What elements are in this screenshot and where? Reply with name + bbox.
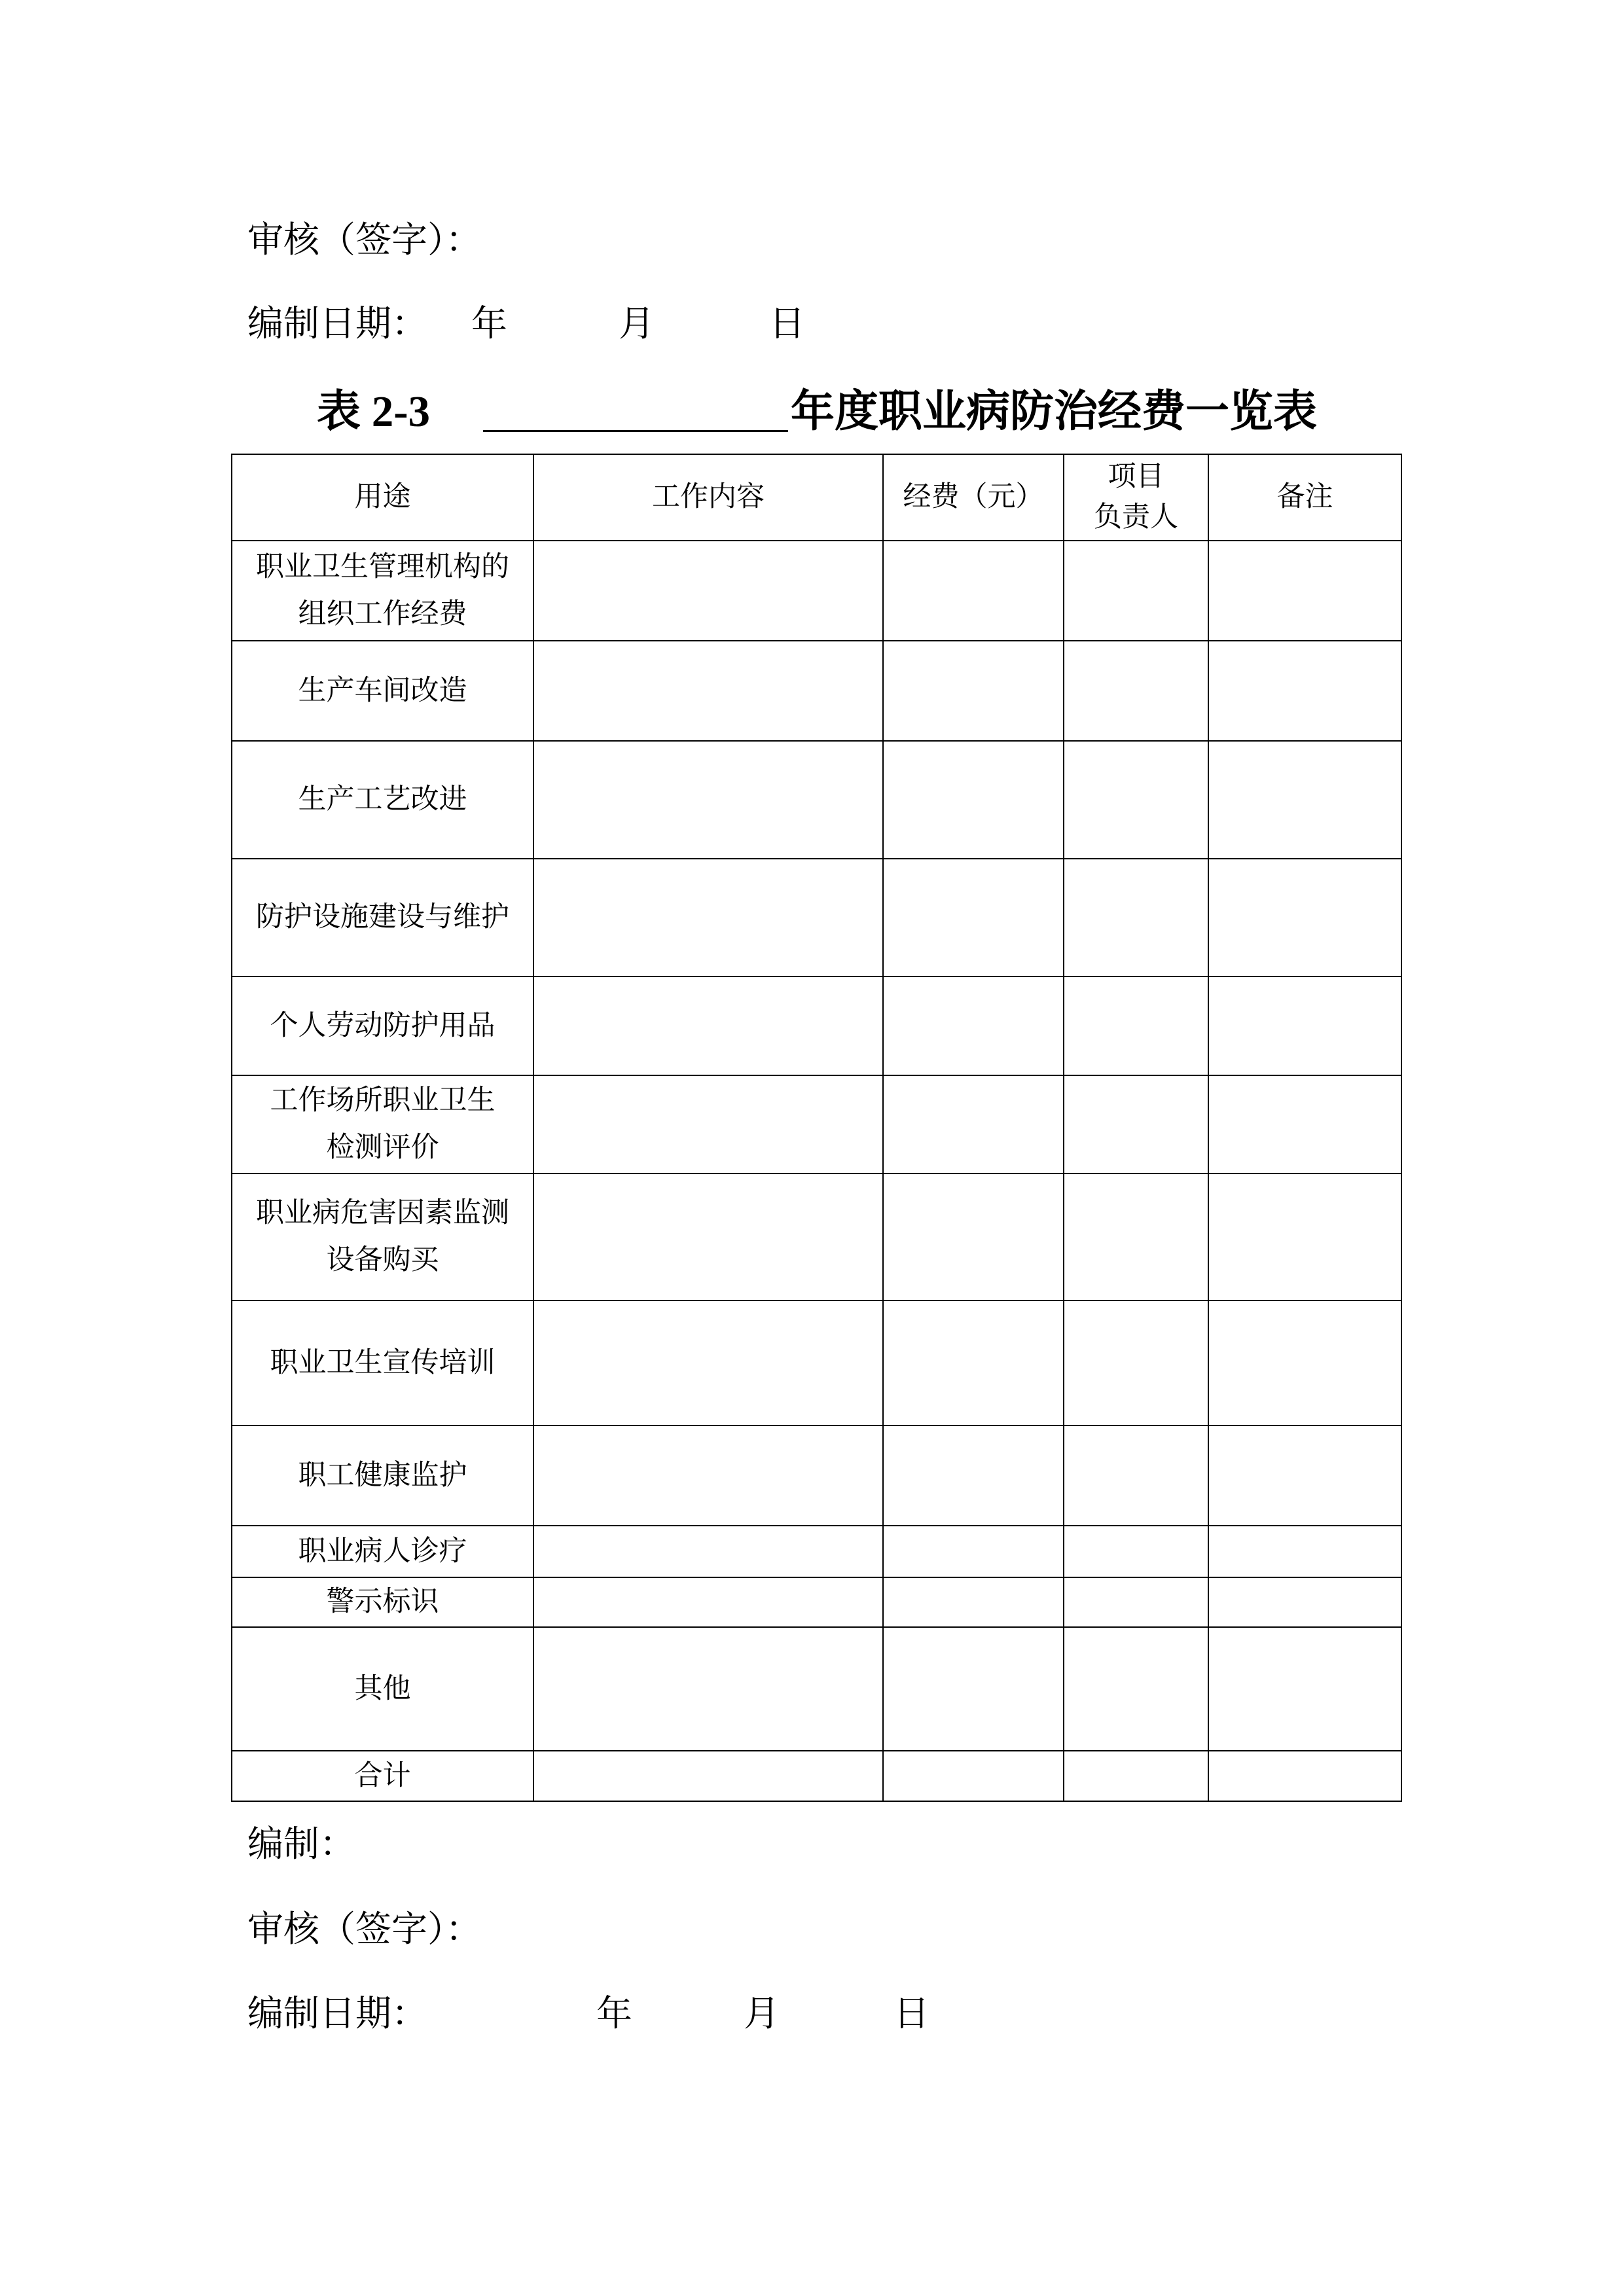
table-row: [232, 859, 1401, 977]
work-content-cell: [533, 1577, 883, 1627]
purpose-text: 警示标识: [326, 1587, 439, 1617]
owner-cell: [1064, 1526, 1208, 1577]
purpose-text-line-1: 工作场所职业卫生: [270, 1085, 496, 1116]
purpose-text: 防护设施建设与维护: [256, 902, 509, 933]
header-purpose: [232, 454, 533, 541]
table-row: [232, 1426, 1401, 1526]
owner-cell: [1064, 541, 1208, 641]
purpose-cell: [232, 1174, 533, 1300]
purpose-text: 职业卫生宣传培训: [270, 1347, 496, 1378]
cost-cell: [883, 1577, 1064, 1627]
work-content-cell: [533, 1174, 883, 1300]
remark-cell: [1208, 1577, 1401, 1627]
fund-table: [231, 454, 1402, 1802]
remark-cell: [1208, 1174, 1401, 1300]
purpose-text: 生产工艺改进: [298, 784, 467, 815]
cost-cell: [883, 859, 1064, 977]
owner-cell: [1064, 1751, 1208, 1801]
header-work-content: [533, 454, 883, 541]
purpose-cell: [232, 1627, 533, 1751]
work-content-cell: [533, 859, 883, 977]
purpose-cell: [232, 859, 533, 977]
remark-cell: [1208, 1426, 1401, 1526]
cost-cell: [883, 641, 1064, 741]
work-content-cell: [533, 1426, 883, 1526]
header-work-content-text: 工作内容: [652, 482, 765, 512]
top-review-signature-label: 审核（签字）：: [247, 220, 482, 260]
header-remark-text: 备注: [1276, 482, 1333, 512]
work-content-cell: [533, 741, 883, 859]
work-content-cell: [533, 1627, 883, 1751]
purpose-text: 其他: [354, 1673, 411, 1704]
owner-cell: [1064, 1174, 1208, 1300]
remark-cell: [1208, 1627, 1401, 1751]
purpose-cell: [232, 541, 533, 641]
remark-cell: [1208, 541, 1401, 641]
header-owner-line-1: 项目: [1108, 461, 1164, 492]
cost-cell: [883, 977, 1064, 1075]
purpose-cell: [232, 1426, 533, 1526]
remark-cell: [1208, 977, 1401, 1075]
table-row: [232, 541, 1401, 641]
remark-cell: [1208, 1751, 1401, 1801]
year-blank-underline: [483, 430, 788, 432]
purpose-cell: [232, 1526, 533, 1577]
owner-cell: [1064, 859, 1208, 977]
purpose-cell: [232, 1075, 533, 1174]
top-compile-date-label: 编制日期：: [247, 304, 428, 344]
table-row: [232, 641, 1401, 741]
cost-cell: [883, 1751, 1064, 1801]
table-row: [232, 1627, 1401, 1751]
table-row: [232, 1075, 1401, 1174]
total-label: 合计: [354, 1760, 411, 1791]
cost-cell: [883, 1526, 1064, 1577]
purpose-text: 个人劳动防护用品: [270, 1010, 496, 1041]
work-content-cell: [533, 541, 883, 641]
owner-cell: [1064, 1577, 1208, 1627]
header-owner-line-2: 负责人: [1094, 502, 1178, 533]
purpose-text-line-1: 职业病危害因素监测: [256, 1198, 509, 1229]
owner-cell: [1064, 1627, 1208, 1751]
work-content-cell: [533, 977, 883, 1075]
work-content-cell: [533, 1075, 883, 1174]
table-row: [232, 1300, 1401, 1426]
remark-cell: [1208, 641, 1401, 741]
work-content-cell: [533, 641, 883, 741]
purpose-cell: [232, 977, 533, 1075]
owner-cell: [1064, 1075, 1208, 1174]
purpose-cell: [232, 1300, 533, 1426]
header-purpose-text: 用途: [354, 482, 411, 512]
cost-cell: [883, 1300, 1064, 1426]
header-remark: [1208, 454, 1401, 541]
purpose-text: 职业病人诊疗: [298, 1535, 467, 1567]
table-row: [232, 741, 1401, 859]
remark-cell: [1208, 741, 1401, 859]
top-date-day-label: 日: [769, 304, 806, 344]
table-number: 表 2-3: [317, 387, 431, 436]
compiler-label: 编制：: [247, 1824, 356, 1864]
purpose-text-line-1: 职业卫生管理机构的: [256, 551, 509, 583]
table-row: [232, 1174, 1401, 1300]
bottom-review-signature-label: 审核（签字）：: [247, 1909, 482, 1949]
purpose-cell: [232, 1751, 533, 1801]
bottom-compile-date-label: 编制日期：: [247, 1994, 428, 2034]
remark-cell: [1208, 1526, 1401, 1577]
work-content-cell: [533, 1751, 883, 1801]
owner-cell: [1064, 1426, 1208, 1526]
purpose-cell: [232, 741, 533, 859]
table-total-row: [232, 1751, 1401, 1801]
page-title: 年度职业病防治经费一览表: [791, 387, 1317, 436]
header-cost: [883, 454, 1064, 541]
cost-cell: [883, 541, 1064, 641]
remark-cell: [1208, 1075, 1401, 1174]
owner-cell: [1064, 1300, 1208, 1426]
header-cost-text: 经费（元）: [903, 482, 1044, 512]
header-owner: [1064, 454, 1208, 541]
work-content-cell: [533, 1300, 883, 1426]
owner-cell: [1064, 977, 1208, 1075]
remark-cell: [1208, 1300, 1401, 1426]
purpose-cell: [232, 1577, 533, 1627]
bottom-date-month-label: 月: [744, 1994, 780, 2034]
purpose-text: 生产车间改造: [298, 675, 467, 706]
purpose-cell: [232, 641, 533, 741]
remark-cell: [1208, 859, 1401, 977]
bottom-date-day-label: 日: [893, 1994, 930, 2034]
cost-cell: [883, 1174, 1064, 1300]
cost-cell: [883, 741, 1064, 859]
cost-cell: [883, 1426, 1064, 1526]
purpose-text-line-2: 检测评价: [326, 1132, 439, 1163]
purpose-text-line-2: 组织工作经费: [298, 598, 467, 630]
work-content-cell: [533, 1526, 883, 1577]
owner-cell: [1064, 741, 1208, 859]
table-row: [232, 1577, 1401, 1627]
top-date-month-label: 月: [619, 304, 655, 344]
table-row: [232, 977, 1401, 1075]
bottom-date-year-label: 年: [596, 1994, 633, 2034]
cost-cell: [883, 1075, 1064, 1174]
table-header-row: [232, 454, 1401, 541]
purpose-text: 职工健康监护: [298, 1460, 467, 1491]
table-row: [232, 1526, 1401, 1577]
cost-cell: [883, 1627, 1064, 1751]
purpose-text-line-2: 设备购买: [326, 1245, 439, 1276]
owner-cell: [1064, 641, 1208, 741]
top-date-year-label: 年: [471, 304, 508, 344]
